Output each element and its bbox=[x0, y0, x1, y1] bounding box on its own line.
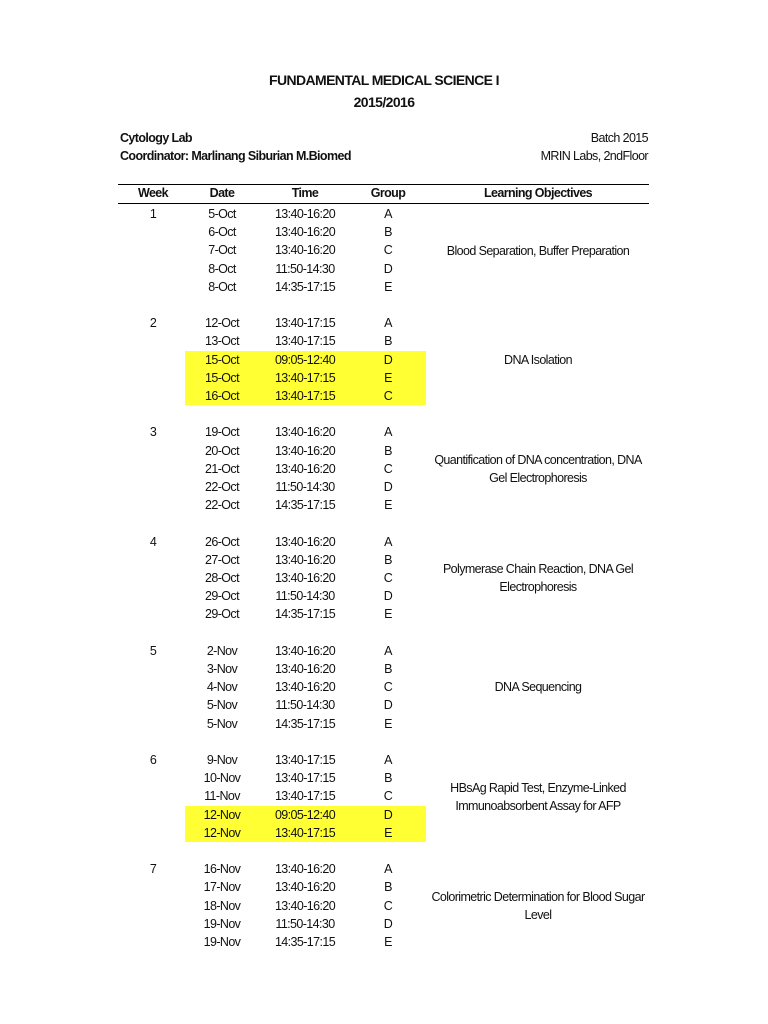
row-group: C bbox=[383, 461, 393, 476]
row-group: E bbox=[384, 716, 392, 731]
row-time: 13:40-16:20 bbox=[274, 243, 336, 258]
table-top-rule bbox=[118, 184, 649, 185]
row-group: D bbox=[383, 698, 393, 713]
learning-objective-line: DNA Sequencing bbox=[494, 680, 582, 695]
row-group: E bbox=[384, 370, 392, 385]
row-time: 13:40-17:15 bbox=[274, 316, 336, 331]
row-group: D bbox=[383, 916, 393, 931]
row-date: 4-Nov bbox=[206, 680, 238, 695]
row-date: 22-Oct bbox=[205, 480, 239, 494]
learning-objective bbox=[428, 451, 648, 487]
week-number: 4 bbox=[149, 534, 157, 549]
row-group: A bbox=[384, 862, 392, 877]
row-date: 16-Oct bbox=[205, 389, 239, 403]
learning-objective bbox=[428, 242, 648, 260]
row-group: D bbox=[383, 589, 393, 604]
row-time: 11:50-14:30 bbox=[275, 480, 335, 494]
row-group: A bbox=[384, 534, 392, 549]
row-time: 13:40-16:20 bbox=[274, 552, 336, 567]
row-time: 11:50-14:30 bbox=[275, 698, 335, 713]
row-date: 5-Nov bbox=[206, 716, 238, 731]
row-date: 15-Oct bbox=[205, 352, 239, 367]
row-time: 14:35-17:15 bbox=[274, 498, 336, 513]
row-date: 19-Nov bbox=[203, 916, 241, 931]
row-group: A bbox=[384, 316, 392, 331]
column-header-group: Group bbox=[370, 186, 406, 200]
row-time: 13:40-16:20 bbox=[274, 898, 336, 913]
row-group: B bbox=[384, 225, 392, 240]
row-group: C bbox=[383, 789, 393, 804]
week-number: 6 bbox=[149, 753, 157, 767]
row-date: 27-Oct bbox=[205, 552, 239, 567]
row-date: 11-Nov bbox=[204, 789, 240, 804]
learning-objective-line: Quantification of DNA concentration, DNA bbox=[434, 452, 642, 467]
row-time: 13:40-16:20 bbox=[274, 207, 336, 221]
row-group: C bbox=[383, 680, 393, 695]
row-date: 15-Oct bbox=[205, 370, 239, 385]
row-date: 16-Nov bbox=[203, 862, 241, 877]
row-group: C bbox=[383, 571, 393, 585]
learning-objective bbox=[428, 678, 648, 696]
row-group: E bbox=[384, 825, 392, 840]
row-time: 13:40-17:15 bbox=[274, 771, 336, 786]
coordinator: Coordinator: Marlinang Siburian M.Biomed bbox=[120, 149, 351, 163]
column-header-date: Date bbox=[209, 186, 235, 200]
column-header-objectives: Learning Objectives bbox=[483, 186, 593, 200]
row-time: 13:40-17:15 bbox=[274, 789, 336, 804]
location: MRIN Labs, 2ndFloor bbox=[540, 149, 648, 163]
row-group: A bbox=[384, 753, 392, 767]
row-group: C bbox=[383, 898, 393, 913]
row-time: 13:40-16:20 bbox=[274, 662, 336, 676]
row-group: C bbox=[383, 389, 393, 403]
row-group: E bbox=[384, 279, 392, 294]
row-date: 28-Oct bbox=[205, 571, 239, 585]
row-group: D bbox=[383, 807, 393, 822]
row-time: 13:40-16:20 bbox=[274, 461, 336, 476]
row-group: B bbox=[384, 443, 392, 458]
learning-objective bbox=[428, 560, 648, 596]
row-date: 17-Nov bbox=[203, 880, 241, 895]
row-group: E bbox=[384, 607, 392, 622]
row-date: 13-Oct bbox=[205, 334, 239, 349]
row-date: 19-Nov bbox=[203, 935, 241, 949]
row-date: 10-Nov bbox=[203, 771, 241, 786]
row-time: 13:40-16:20 bbox=[274, 425, 336, 440]
row-date: 26-Oct bbox=[205, 534, 239, 549]
row-group: E bbox=[384, 498, 392, 513]
row-group: B bbox=[384, 662, 392, 676]
row-time: 11:50-14:30 bbox=[275, 589, 335, 604]
week-number: 5 bbox=[149, 643, 157, 658]
row-time: 13:40-16:20 bbox=[274, 680, 336, 695]
row-group: B bbox=[384, 771, 392, 786]
row-time: 11:50-14:30 bbox=[275, 916, 335, 931]
row-date: 3-Nov bbox=[206, 662, 238, 676]
learning-objective bbox=[428, 888, 648, 924]
row-time: 13:40-16:20 bbox=[274, 534, 336, 549]
row-date: 22-Oct bbox=[205, 498, 239, 513]
row-date: 8-Oct bbox=[208, 279, 236, 294]
column-header-week: Week bbox=[137, 186, 169, 200]
row-time: 09:05-12:40 bbox=[274, 807, 336, 822]
row-time: 13:40-17:15 bbox=[274, 389, 336, 403]
learning-objective-line: Colorimetric Determination for Blood Sugar bbox=[431, 889, 645, 904]
row-group: D bbox=[383, 352, 393, 367]
row-date: 6-Oct bbox=[208, 225, 236, 240]
row-time: 13:40-17:15 bbox=[274, 753, 336, 767]
row-date: 12-Nov bbox=[203, 825, 241, 840]
row-date: 9-Nov bbox=[206, 753, 238, 767]
row-group: D bbox=[383, 480, 393, 494]
week-number: 7 bbox=[149, 862, 157, 877]
week-number: 2 bbox=[149, 316, 157, 331]
row-group: B bbox=[384, 880, 392, 895]
row-date: 8-Oct bbox=[208, 261, 236, 276]
lab-name: Cytology Lab bbox=[120, 131, 192, 145]
document-year: 2015/2016 bbox=[353, 94, 415, 110]
row-date: 20-Oct bbox=[205, 443, 239, 458]
week-number: 1 bbox=[149, 207, 157, 221]
row-time: 13:40-17:15 bbox=[274, 370, 336, 385]
row-time: 13:40-16:20 bbox=[274, 862, 336, 877]
table-header-rule bbox=[118, 203, 649, 204]
column-header-time: Time bbox=[291, 186, 319, 200]
learning-objective-line: Gel Electrophoresis bbox=[489, 470, 587, 485]
row-group: E bbox=[384, 935, 392, 949]
row-date: 12-Oct bbox=[205, 316, 239, 331]
row-date: 18-Nov bbox=[203, 898, 241, 913]
row-time: 11:50-14:30 bbox=[275, 261, 335, 276]
row-group: A bbox=[384, 425, 392, 440]
learning-objective bbox=[428, 779, 648, 815]
row-date: 12-Nov bbox=[203, 807, 241, 822]
row-date: 5-Oct bbox=[208, 207, 236, 221]
row-date: 29-Oct bbox=[205, 607, 239, 622]
row-date: 7-Oct bbox=[208, 243, 236, 258]
row-date: 19-Oct bbox=[205, 425, 239, 440]
learning-objective-line: HBsAg Rapid Test, Enzyme-Linked bbox=[450, 780, 626, 795]
row-date: 2-Nov bbox=[206, 643, 238, 658]
row-group: B bbox=[384, 334, 392, 349]
row-group: B bbox=[384, 552, 392, 567]
row-time: 09:05-12:40 bbox=[274, 352, 336, 367]
learning-objective-line: Level bbox=[524, 907, 552, 922]
row-time: 13:40-16:20 bbox=[274, 225, 336, 240]
row-group: D bbox=[383, 261, 393, 276]
row-time: 14:35-17:15 bbox=[274, 716, 336, 731]
row-group: C bbox=[383, 243, 393, 258]
learning-objective-line: Electrophoresis bbox=[499, 580, 577, 595]
row-time: 13:40-16:20 bbox=[274, 643, 336, 658]
row-date: 5-Nov bbox=[206, 698, 238, 713]
row-time: 13:40-17:15 bbox=[274, 825, 336, 840]
row-time: 14:35-17:15 bbox=[274, 935, 336, 949]
learning-objective-line: Polymerase Chain Reaction, DNA Gel bbox=[442, 562, 634, 577]
learning-objective-line: Immunoabsorbent Assay for AFP bbox=[455, 798, 621, 813]
row-time: 14:35-17:15 bbox=[274, 607, 336, 622]
row-date: 29-Oct bbox=[205, 589, 239, 604]
row-group: A bbox=[384, 643, 392, 658]
row-time: 13:40-17:15 bbox=[274, 334, 336, 349]
row-time: 14:35-17:15 bbox=[274, 279, 336, 294]
week-number: 3 bbox=[149, 425, 157, 440]
row-group: A bbox=[384, 207, 392, 221]
row-date: 21-Oct bbox=[205, 461, 239, 476]
document-title: FUNDAMENTAL MEDICAL SCIENCE I bbox=[269, 72, 499, 88]
row-time: 13:40-16:20 bbox=[274, 443, 336, 458]
row-time: 13:40-16:20 bbox=[274, 571, 336, 585]
batch: Batch 2015 bbox=[590, 131, 648, 145]
learning-objective-line: DNA Isolation bbox=[504, 352, 572, 367]
learning-objective bbox=[428, 351, 648, 369]
learning-objective-line: Blood Separation, Buffer Preparation bbox=[446, 243, 630, 258]
row-time: 13:40-16:20 bbox=[274, 880, 336, 895]
